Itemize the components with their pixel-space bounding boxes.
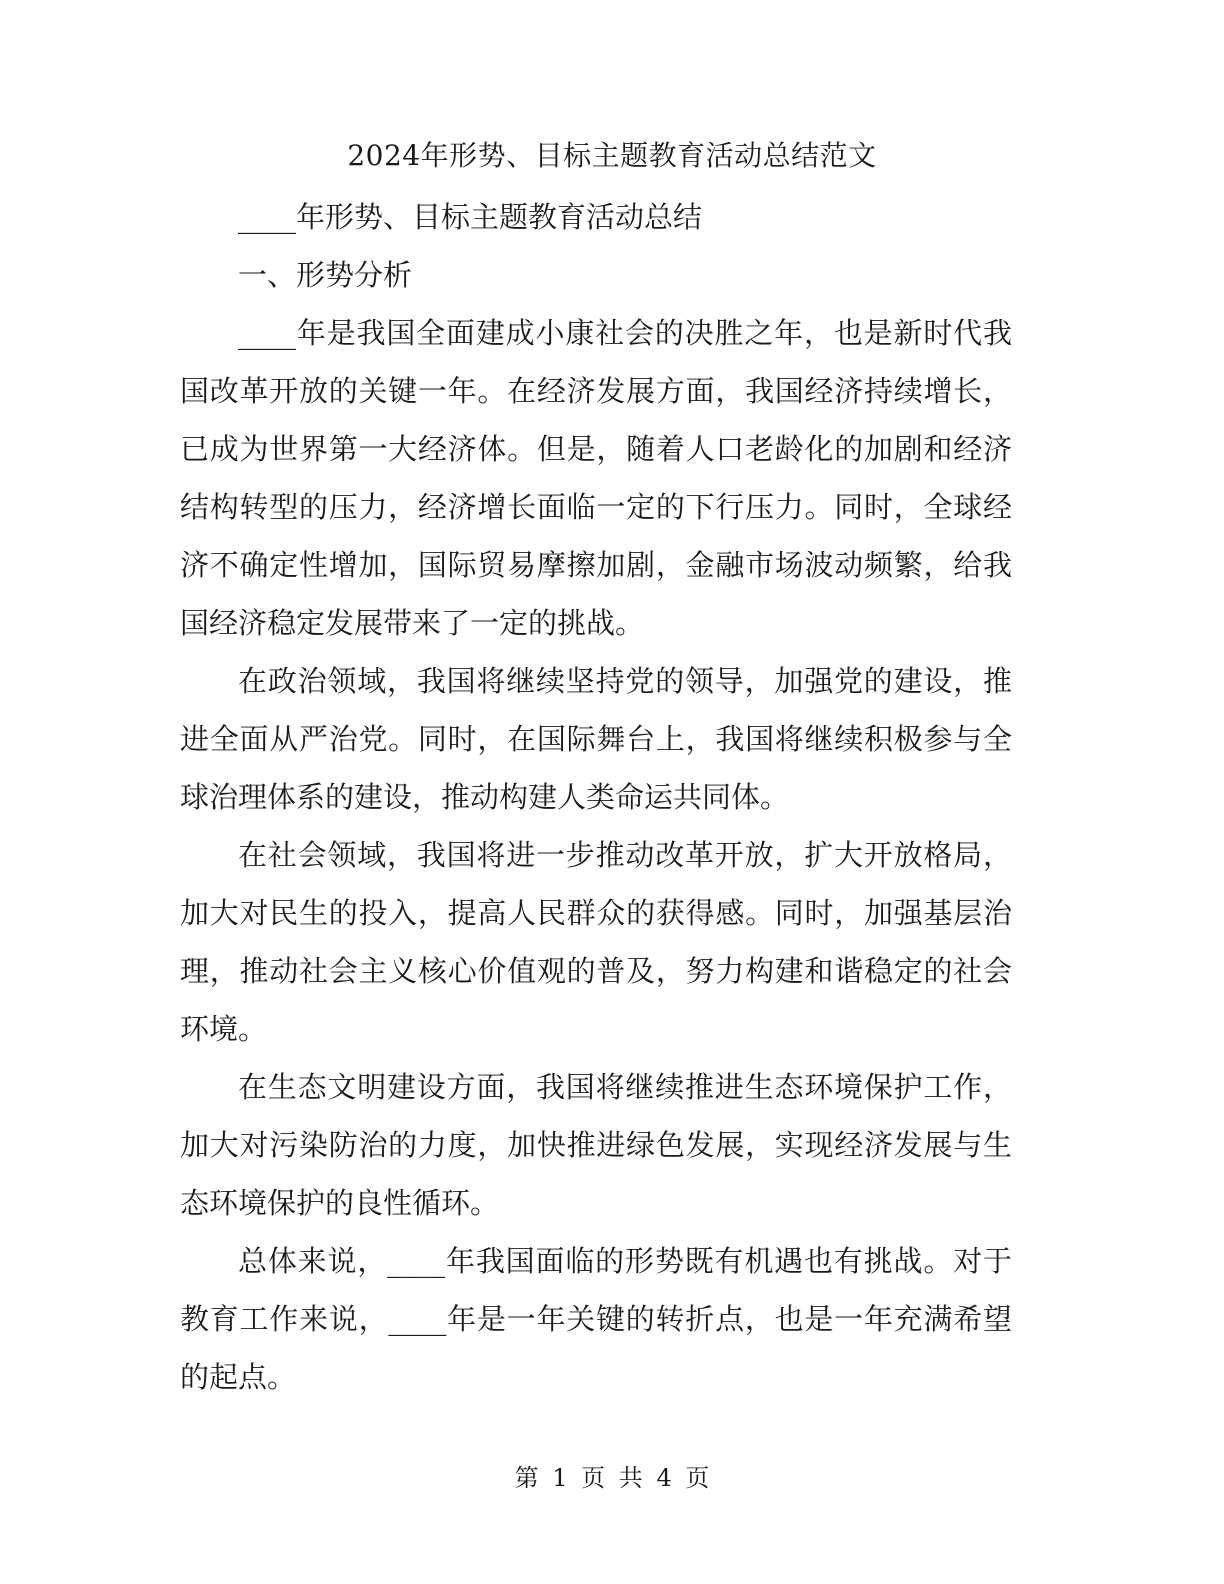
page-number-footer: 第 1 页 共 4 页 <box>514 1464 710 1492</box>
section-heading: 一、形势分析 <box>238 258 413 292</box>
body-paragraph: 在社会领域，我国将进一步推动改革开放，扩大开放格局，加大对民生的投入，提高人民群众的获得感。同时，加强基层治理，推动社会主义核心价值观的普及，努力构建和谐稳定的社会环境。 <box>180 838 1012 1046</box>
body-paragraph: 总体来说，____年我国面临的形势既有机遇也有挑战。对于教育工作来说，____年是一年关键的转折点，也是一年充满希望的起点。 <box>180 1244 1012 1394</box>
document-title: 2024年形势、目标主题教育活动总结范文 <box>347 139 877 172</box>
body-paragraph: 在政治领域，我国将继续坚持党的领导，加强党的建设，推进全面从严治党。同时，在国际舞台上，我国将继续积极参与全球治理体系的建设，推动构建人类命运共同体。 <box>180 664 1012 814</box>
body-paragraph: 在生态文明建设方面，我国将继续推进生态环境保护工作，加大对污染防治的力度，加快推进绿色发展，实现经济发展与生态环境保护的良性循环。 <box>180 1070 1012 1220</box>
body-paragraph: ____年是我国全面建成小康社会的决胜之年，也是新时代我国改革开放的关键一年。在经济发展方面，我国经济持续增长，已成为世界第一大经济体。但是，随着人口老龄化的加剧和经济结构转型的压力，经济增长面临一定的下行压力。同时，全球经济不确定性增加，国际贸易摩擦加剧，金融市场波动频繁，给我国经济稳定发展带来了一定的挑战。 <box>180 316 1012 640</box>
subtitle-paragraph: ____年形势、目标主题教育活动总结 <box>238 200 703 234</box>
document-body <box>180 188 1012 1406</box>
